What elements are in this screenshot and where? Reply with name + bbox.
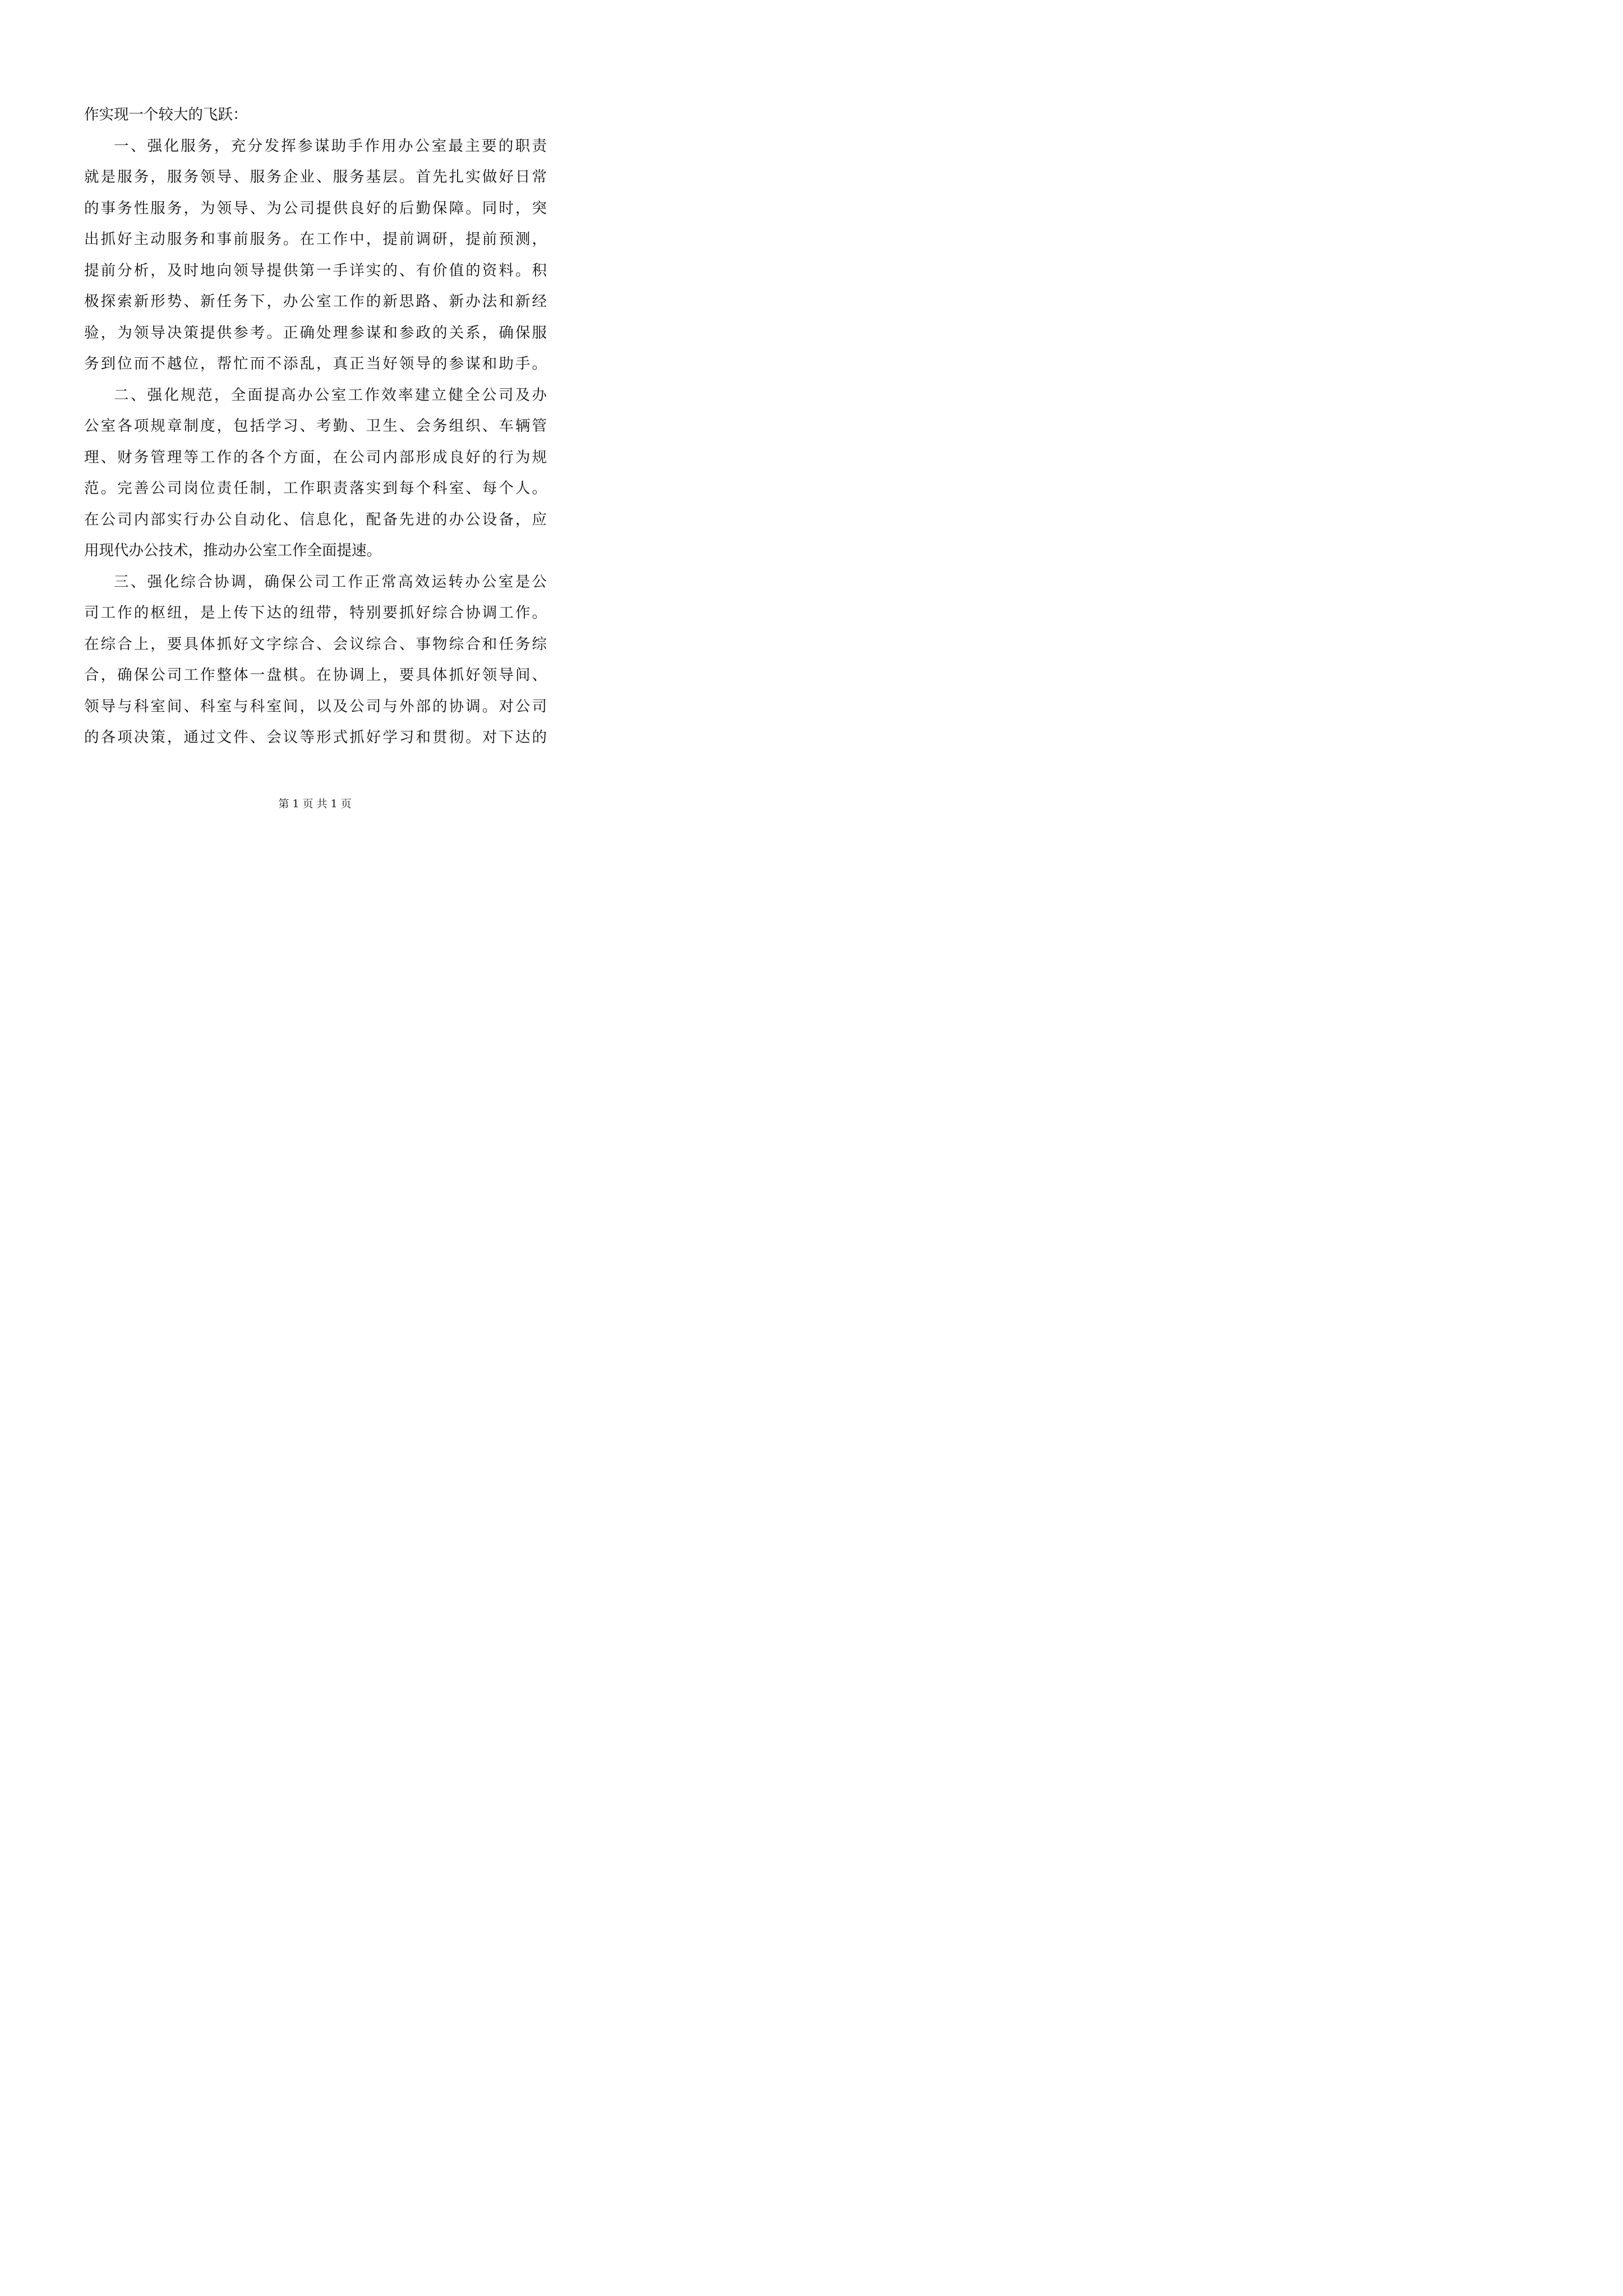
text-line: 在公司内部实行办公自动化、信息化，配备先进的办公设备，应 <box>84 510 547 528</box>
document-body <box>84 99 547 753</box>
text-line: 用现代办公技术，推动办公室工作全面提速。 <box>84 542 381 559</box>
text-line: 范。完善公司岗位责任制，工作职责落实到每个科室、每个人。 <box>84 480 547 497</box>
document-page <box>0 0 630 890</box>
text-line: 的事务性服务，为领导、为公司提供良好的后勤保障。同时，突 <box>84 199 547 217</box>
text-line: 司工作的枢纽，是上传下达的纽带，特别要抓好综合协调工作。 <box>84 604 547 622</box>
text-line: 出抓好主动服务和事前服务。在工作中，提前调研，提前预测， <box>84 231 547 248</box>
text-line: 的各项决策，通过文件、会议等形式抓好学习和贯彻。对下达的 <box>84 729 547 746</box>
text-line: 在综合上，要具体抓好文字综合、会议综合、事物综合和任务综 <box>84 635 547 653</box>
paragraph-heading-line: 三、强化综合协调，确保公司工作正常高效运转办公室是公 <box>114 573 547 591</box>
text-line: 极探索新形势、新任务下，办公室工作的新思路、新办法和新经 <box>84 293 547 310</box>
text-line: 就是服务，服务领导、服务企业、服务基层。首先扎实做好日常 <box>84 168 547 186</box>
text-line: 合，确保公司工作整体一盘棋。在协调上，要具体抓好领导间、 <box>84 666 547 684</box>
text-line: 务到位而不越位，帮忙而不添乱，真正当好领导的参谋和助手。 <box>84 355 547 372</box>
text-line: 作实现一个较大的飞跃： <box>84 106 248 123</box>
text-line: 验，为领导决策提供参考。正确处理参谋和参政的关系，确保服 <box>84 324 547 342</box>
text-line: 领导与科室间、科室与科室间，以及公司与外部的协调。对公司 <box>84 697 547 715</box>
page-number-footer: 第 1 页 共 1 页 <box>278 798 352 810</box>
text-line: 公室各项规章制度，包括学习、考勤、卫生、会务组织、车辆管 <box>84 417 547 435</box>
text-line: 理、财务管理等工作的各个方面，在公司内部形成良好的行为规 <box>84 448 547 466</box>
text-line: 提前分析，及时地向领导提供第一手详实的、有价值的资料。积 <box>84 261 547 279</box>
paragraph-heading-line: 二、强化规范，全面提高办公室工作效率建立健全公司及办 <box>114 386 547 404</box>
paragraph-heading-line: 一、强化服务，充分发挥参谋助手作用办公室最主要的职责 <box>114 137 547 155</box>
